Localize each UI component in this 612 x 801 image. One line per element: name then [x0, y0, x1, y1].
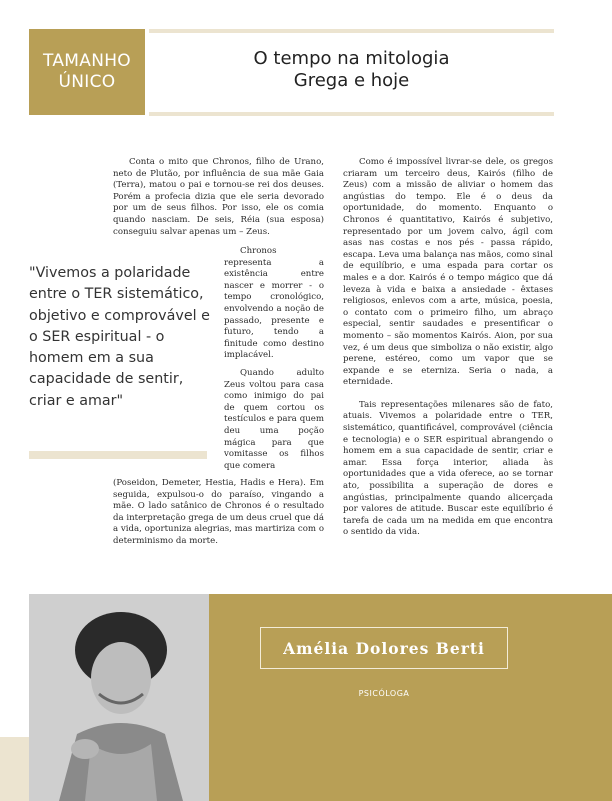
article-paragraph: Quando adulto Zeus voltou para casa como inimigo do pai de quem cortou os testículos e para quem deu uma poção mágica para que vomitasse os filhos que comera — [224, 368, 324, 471]
article-paragraph: Tais representações milenares são de fato, atuais. Vivemos a polaridade entre o TER, sistemático, quantificável, comprovável (ciência e tecnologia) e o SER espiritual abrangendo o homem em a sua capacidade de sentir, criar e amar. Essa força interior, aliada às oportunidades que a vida oferece, ao se tornar ato, possibilita a superação de dores e angústias, principalmente quando alicerçada por valores de atitude. Buscar este equilíbrio é tarefa de cada um na medida em que encontra o sentido da vida. — [343, 399, 553, 538]
page-title — [149, 48, 554, 92]
author-photo — [29, 594, 209, 801]
portrait-image — [29, 594, 209, 801]
article-left-mid2 — [224, 368, 324, 472]
pull-quote: "Vivemos a polaridade entre o TER sistemático, objetivo e comprovável e o SER espiritual - o homem em a sua capacidade de sentir, criar e amar" — [29, 265, 210, 409]
article-paragraph: Chronos representa a existência entre nascer e morrer - o tempo cronológico, envolvendo a noção de passado, presente e futuro, tendo a finitude como destino implacável. — [224, 246, 324, 361]
article-left-mid — [224, 246, 324, 362]
author-role: PSICÓLOGA — [358, 689, 410, 698]
article-left-top — [113, 157, 324, 238]
article-right — [343, 157, 553, 539]
article-paragraph: Como é impossível livrar-se dele, os gregos criaram um terceiro deus, Kairós (filho de Zeus) com a missão de aliviar o homem das angústias do tempo. Ele é o deus da oportunidade, do momento. Enquanto o Chronos é quantitativo, Kairós é subjetivo, representado por um jovem calvo, ágil com asas nas costas e nos pés - passa rápido, escapa. Leva uma balança nas mãos, como sinal de equilíbrio, e uma espada para cortar os males e a dor. Kairós é o tempo mágico que dá leveza à vida e baixa a ansiedade - êxtases religiosos, enlevos com a arte, música, poesia, o contato com o primeiro filho, um abraço especial, sentir saudades e presentificar o momento – são momentos Kairós. Aion, por sua vez, é um deus que simboliza o não existir, algo perene, estéreo, como um vapor que se expande e se eterniza. Seria o nada, a eternidade. — [343, 157, 553, 388]
article-left-bottom — [113, 478, 324, 548]
section-badge — [29, 29, 145, 115]
pull-quote-rule — [29, 451, 207, 459]
header-rule-top — [149, 29, 554, 33]
title-line2: Grega e hoje — [293, 70, 410, 91]
header-rule-bottom — [149, 112, 554, 116]
section-badge-line2: ÚNICO — [58, 72, 116, 92]
section-badge-line1: TAMANHO — [43, 51, 131, 71]
title-line1: O tempo na mitologia — [253, 48, 450, 69]
article-paragraph: (Poseidon, Demeter, Hestia, Hadis e Hera). Em seguida, expulsou-o do paraíso, vingando a mãe. O lado satânico de Chronos é o resultado da interpretação grega de um deus cruel que dá a vida, oportuniza alegrias, mas martiriza com o determinismo da morte. — [113, 478, 324, 546]
author-name: Amélia Dolores Berti — [260, 627, 508, 669]
article-paragraph: Conta o mito que Chronos, filho de Urano, neto de Plutão, por influência de sua mãe Gaia (Terra), matou o pai e tornou-se rei dos deuses. Porém a profecia dizia que ele seria devorado por um de seus filhos. Por isso, ele os comia quando nasciam. De seis, Réia (sua esposa) conseguiu salvar apenas um – Zeus. — [113, 157, 324, 237]
